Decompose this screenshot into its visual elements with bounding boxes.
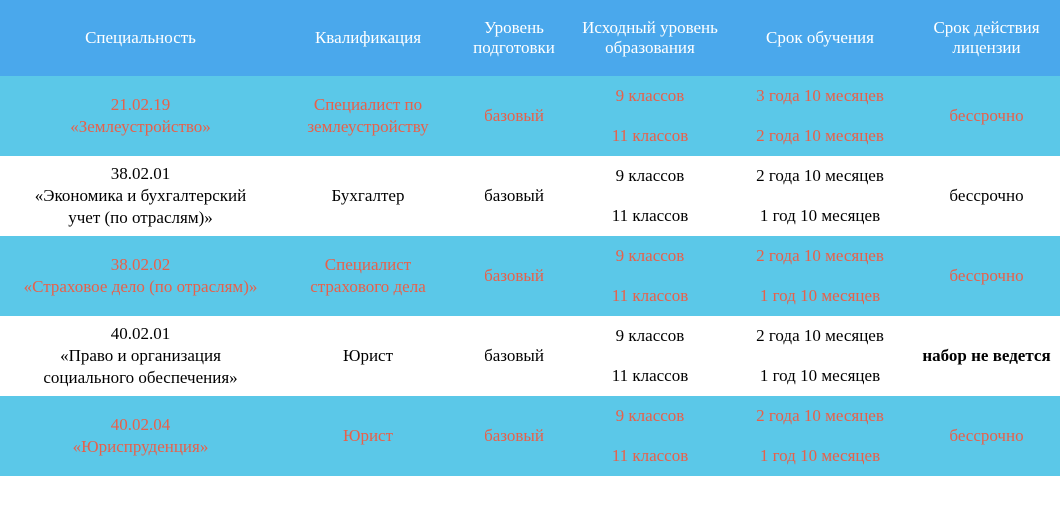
base-education-option-1: 9 классов bbox=[615, 406, 685, 425]
specialty-name: «Страховое дело (по отраслям)» bbox=[23, 277, 258, 296]
study-duration-option-2: 2 года 10 месяцев bbox=[756, 126, 884, 145]
specialty-name-line-1: «Право и организация bbox=[60, 346, 221, 365]
study-duration-option-2: 1 год 10 месяцев bbox=[759, 286, 881, 305]
cell-qualification: Бухгалтер bbox=[281, 156, 455, 236]
qualification-line-2: землеустройству bbox=[307, 117, 429, 136]
base-education-option-1: 9 классов bbox=[615, 86, 685, 105]
study-duration-option-2: 1 год 10 месяцев bbox=[759, 206, 881, 225]
cell-specialty bbox=[0, 396, 281, 476]
base-education-option-2: 11 классов bbox=[611, 286, 689, 305]
cell-study-duration bbox=[727, 236, 913, 316]
specialty-name-line-1: «Экономика и бухгалтерский bbox=[34, 186, 247, 205]
base-education-option-2: 11 классов bbox=[611, 446, 689, 465]
cell-preparation-level: базовый bbox=[455, 396, 573, 476]
specialty-code: 38.02.01 bbox=[110, 164, 171, 183]
specialty-code: 40.02.01 bbox=[110, 324, 171, 343]
cell-license-validity: набор не ведется bbox=[913, 316, 1060, 396]
cell-base-education bbox=[573, 76, 727, 156]
column-header-base-education: Исходный уровень образования bbox=[573, 0, 727, 76]
table-body bbox=[0, 76, 1060, 476]
study-duration-option-1: 2 года 10 месяцев bbox=[756, 406, 884, 425]
cell-base-education bbox=[573, 156, 727, 236]
cell-qualification: Юрист bbox=[281, 396, 455, 476]
specialty-name: «Землеустройство» bbox=[70, 117, 211, 136]
cell-license-validity: бессрочно bbox=[913, 156, 1060, 236]
cell-specialty bbox=[0, 76, 281, 156]
cell-license-validity: бессрочно bbox=[913, 236, 1060, 316]
cell-specialty bbox=[0, 316, 281, 396]
column-header-qualification: Квалификация bbox=[281, 0, 455, 76]
qualification-line-2: страхового дела bbox=[310, 277, 426, 296]
cell-specialty bbox=[0, 156, 281, 236]
study-duration-option-2: 1 год 10 месяцев bbox=[759, 366, 881, 385]
cell-study-duration bbox=[727, 156, 913, 236]
study-duration-option-1: 2 года 10 месяцев bbox=[756, 326, 884, 345]
cell-qualification bbox=[281, 76, 455, 156]
study-duration-option-1: 2 года 10 месяцев bbox=[756, 166, 884, 185]
specialty-name-line-2: учет (по отраслям)» bbox=[68, 208, 213, 227]
cell-license-validity: бессрочно bbox=[913, 76, 1060, 156]
table-row bbox=[0, 316, 1060, 396]
cell-qualification: Юрист bbox=[281, 316, 455, 396]
qualification-line-1: Специалист bbox=[324, 255, 412, 274]
cell-preparation-level: базовый bbox=[455, 236, 573, 316]
cell-preparation-level: базовый bbox=[455, 156, 573, 236]
column-header-study-duration: Срок обучения bbox=[727, 0, 913, 76]
base-education-option-1: 9 классов bbox=[615, 166, 685, 185]
cell-study-duration bbox=[727, 396, 913, 476]
base-education-option-2: 11 классов bbox=[611, 366, 689, 385]
cell-base-education bbox=[573, 396, 727, 476]
column-header-specialty: Специальность bbox=[0, 0, 281, 76]
table-row bbox=[0, 76, 1060, 156]
cell-license-validity: бессрочно bbox=[913, 396, 1060, 476]
base-education-option-2: 11 классов bbox=[611, 126, 689, 145]
table-header-row bbox=[0, 0, 1060, 76]
base-education-option-2: 11 классов bbox=[611, 206, 689, 225]
base-education-option-1: 9 классов bbox=[615, 246, 685, 265]
specialty-name-line-2: социального обеспечения» bbox=[43, 368, 238, 387]
specialty-code: 21.02.19 bbox=[110, 95, 171, 114]
table-row bbox=[0, 236, 1060, 316]
specialty-code: 40.02.04 bbox=[110, 415, 171, 434]
cell-study-duration bbox=[727, 76, 913, 156]
cell-study-duration bbox=[727, 316, 913, 396]
study-duration-option-2: 1 год 10 месяцев bbox=[759, 446, 881, 465]
specialty-code: 38.02.02 bbox=[110, 255, 171, 274]
table-row bbox=[0, 156, 1060, 236]
study-duration-option-1: 3 года 10 месяцев bbox=[756, 86, 884, 105]
table-row bbox=[0, 396, 1060, 476]
cell-base-education bbox=[573, 236, 727, 316]
cell-qualification bbox=[281, 236, 455, 316]
cell-preparation-level: базовый bbox=[455, 316, 573, 396]
table-header bbox=[0, 0, 1060, 76]
cell-base-education bbox=[573, 316, 727, 396]
column-header-license-validity: Срок действия лицензии bbox=[913, 0, 1060, 76]
cell-preparation-level: базовый bbox=[455, 76, 573, 156]
column-header-preparation-level: Уровень подготовки bbox=[455, 0, 573, 76]
qualification-line-1: Специалист по bbox=[313, 95, 423, 114]
base-education-option-1: 9 классов bbox=[615, 326, 685, 345]
specialty-name: «Юриспруденция» bbox=[72, 437, 209, 456]
study-duration-option-1: 2 года 10 месяцев bbox=[756, 246, 884, 265]
cell-specialty bbox=[0, 236, 281, 316]
